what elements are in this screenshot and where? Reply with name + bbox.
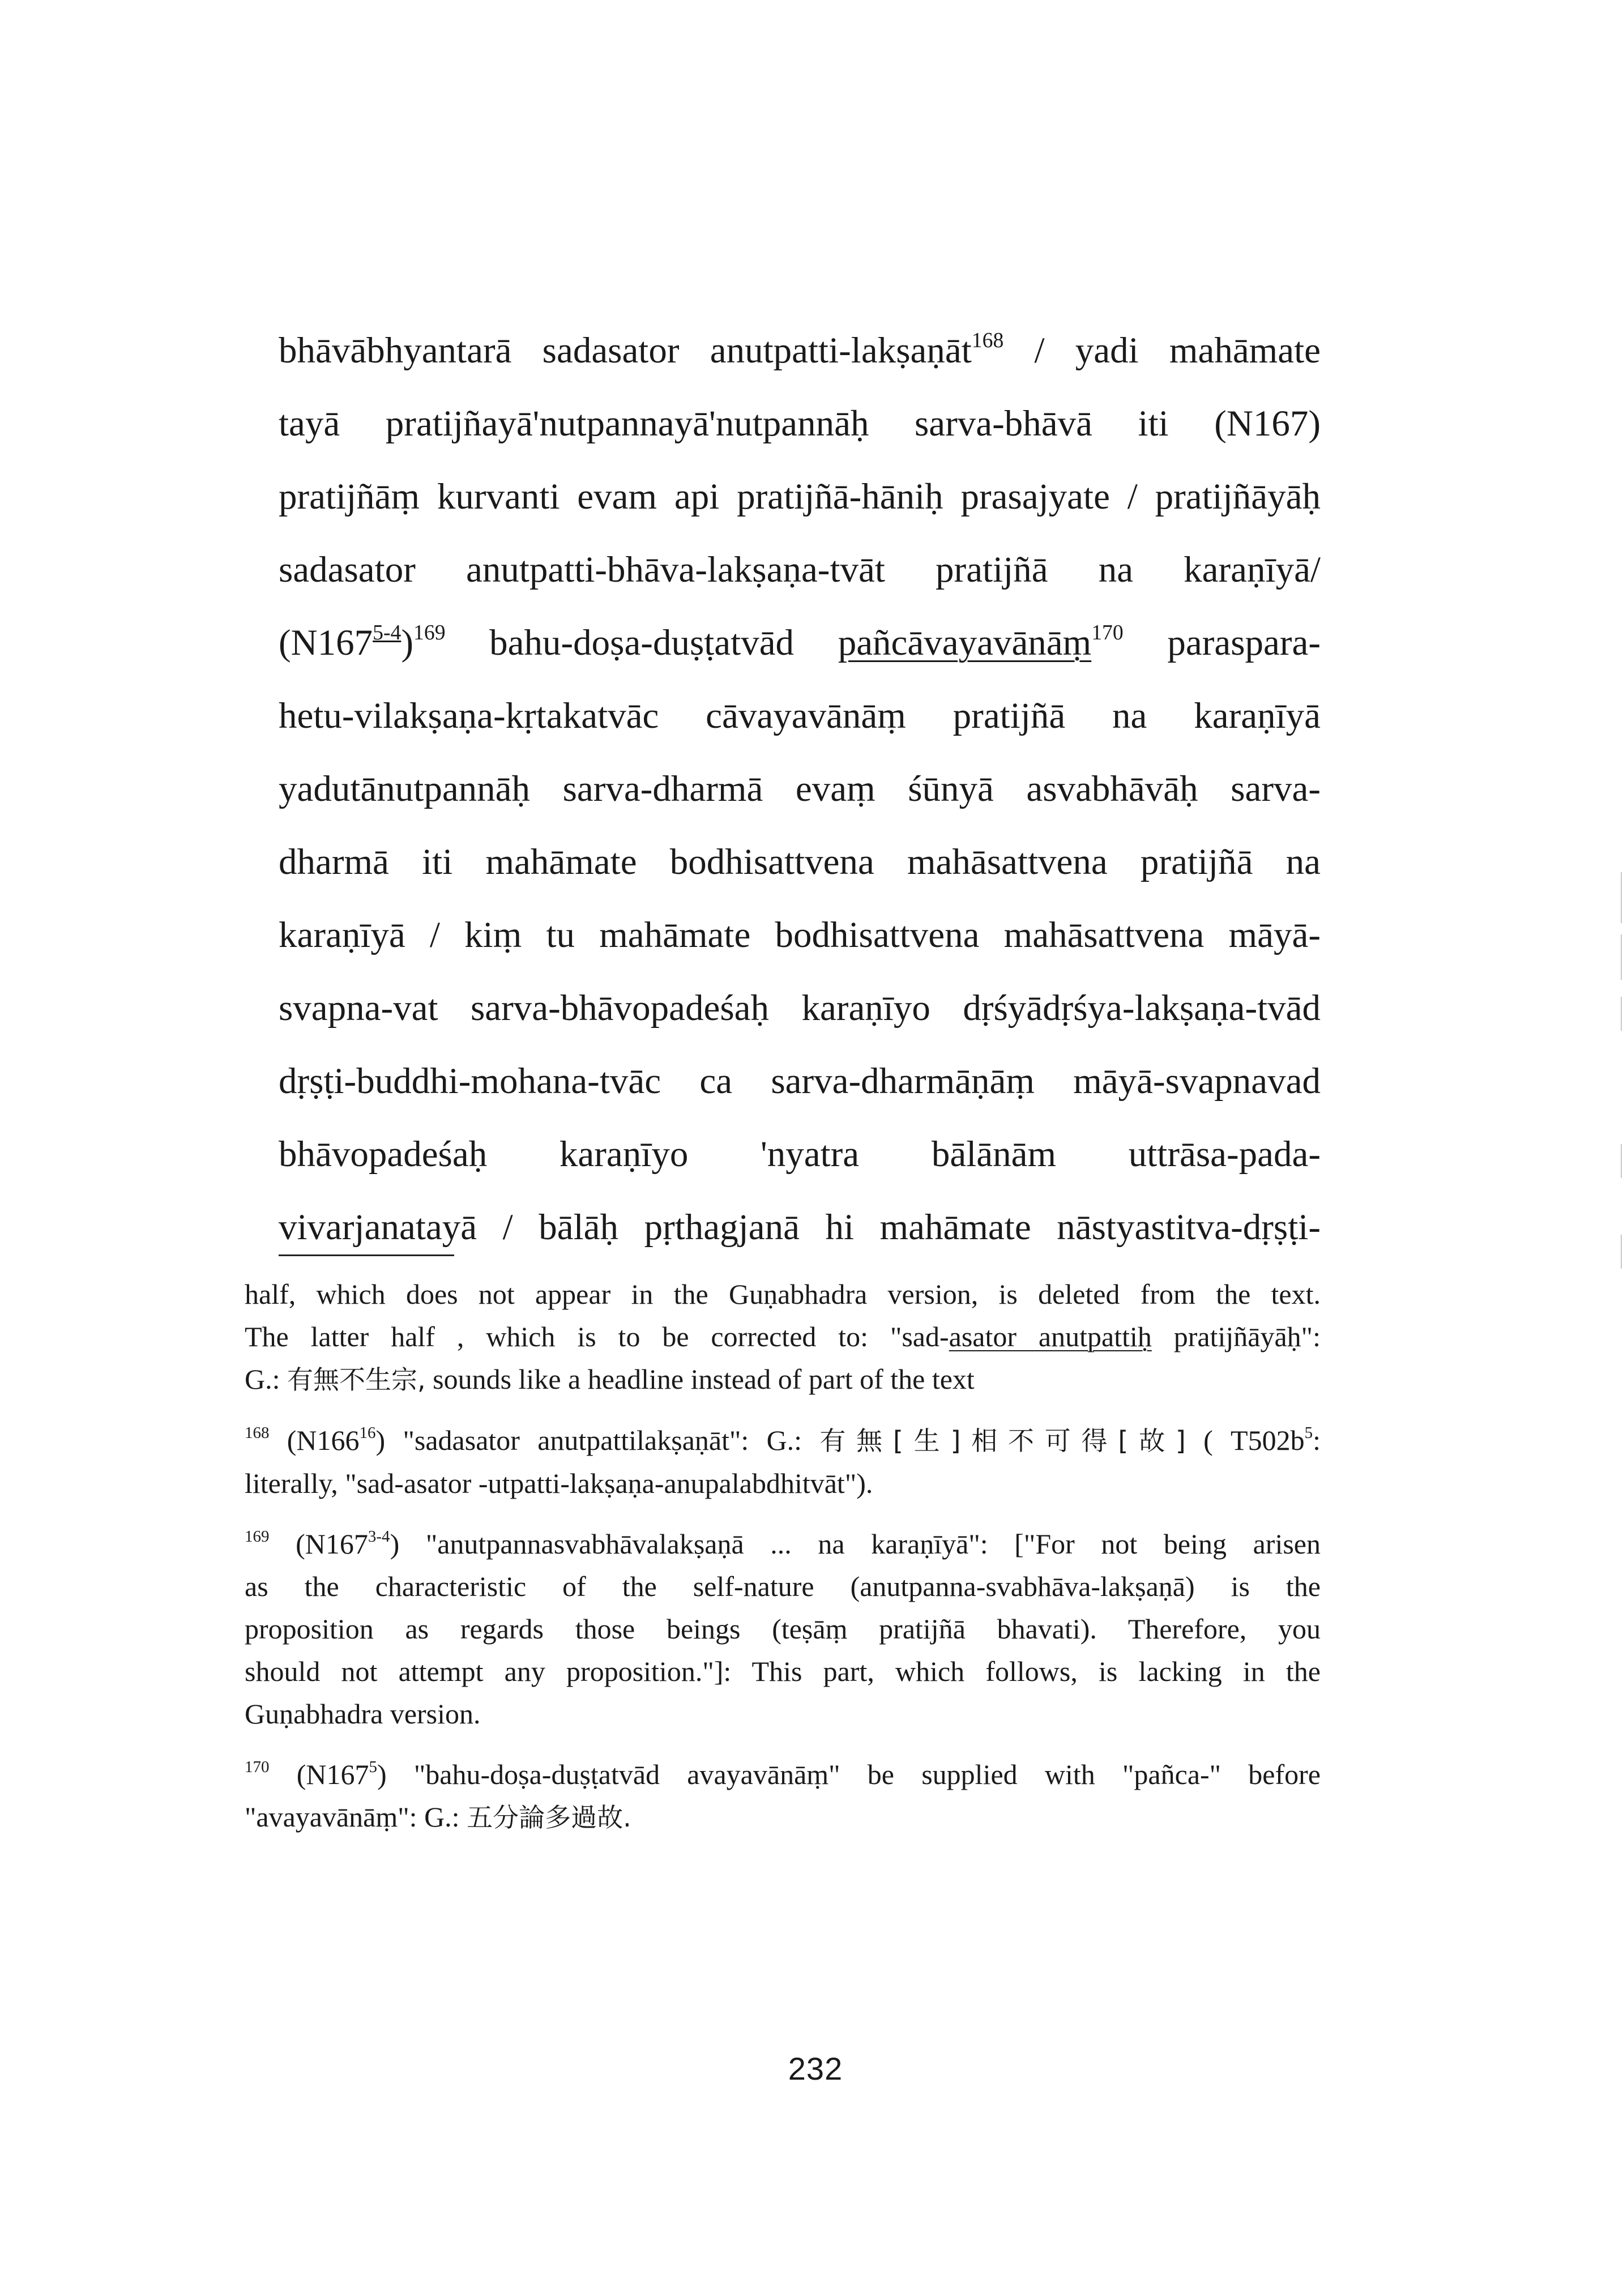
text-span: : [1313, 1424, 1321, 1456]
footnote-line [245, 1358, 1321, 1401]
main-line-5 [279, 607, 1321, 680]
main-line-13: vivarjanatayā / bālāḥ pṛthagjanā hi mahāmate nāstyastitva-dṛṣṭi- [279, 1207, 1321, 1248]
main-line-2: tayā pratijñayā'nutpannayā'nutpannāḥ sarva-bhāvā iti (N167) [279, 403, 1321, 444]
line-ref: 3-4 [368, 1527, 390, 1546]
text-span: sounds like a headline instead of part of the text [425, 1363, 975, 1395]
footnote-number: 170 [245, 1758, 270, 1777]
scan-mark [1621, 1235, 1622, 1269]
main-line-7: yadutānutpannāḥ sarva-dharmā evaṃ śūnyā asvabhāvāḥ sarva- [279, 769, 1321, 809]
text-span: (N167 [269, 1528, 368, 1560]
main-line-9: karaṇīyā / kiṃ tu mahāmate bodhisattvena mahāsattvena māyā- [279, 915, 1321, 955]
text-span: (N167 [279, 622, 373, 663]
main-line-8: dharmā iti mahāmate bodhisattvena mahāsattvena pratijñā na [279, 842, 1321, 882]
line-ref: 5 [369, 1758, 377, 1777]
footnote-line [245, 1419, 1321, 1462]
footnote-continued [245, 1273, 1321, 1401]
text-span: The latter half , which is to be corrected to: "sad- [245, 1321, 949, 1352]
footnote-ref-170[interactable]: 170 [1091, 620, 1124, 645]
cjk-text: 五分論多過故. [467, 1802, 631, 1833]
scan-mark [1621, 1144, 1622, 1178]
scan-mark [1621, 934, 1622, 980]
footnote-168 [245, 1419, 1321, 1505]
main-line-11: dṛṣṭi-buddhi-mohana-tvāc ca sarva-dharmāṇāṃ māyā-svapnavad [279, 1061, 1321, 1102]
text-span: ) "anutpannasvabhāvalakṣaṇā ... na karaṇīyā": ["For not being arisen [390, 1528, 1321, 1560]
footnote-line: Guṇabhadra version. [245, 1698, 481, 1730]
footnote-line [245, 1316, 1321, 1358]
footnote-line: as the characteristic of the self-nature (anutpanna-svabhāva-lakṣaṇā) is the [245, 1571, 1321, 1602]
text-span: G.: [245, 1363, 287, 1395]
footnotes [245, 1273, 1321, 1839]
main-line-10: svapna-vat sarva-bhāvopadeśaḥ karaṇīyo dṛśyādṛśya-lakṣaṇa-tvād [279, 988, 1321, 1028]
footnote-ref-169[interactable]: 169 [413, 620, 446, 645]
scan-mark [1621, 872, 1622, 923]
line-ref: 5 [1304, 1424, 1313, 1443]
main-text [279, 314, 1321, 1264]
page-line-ref: 5-4 [373, 620, 402, 645]
main-line-3: pratijñāṃ kurvanti evam api pratijñā-hāniḥ prasajyate / pratijñāyāḥ [279, 476, 1321, 517]
main-line-6: hetu-vilakṣaṇa-kṛtakatvāc cāvayavānāṃ pratijñā na karaṇīyā [279, 695, 1321, 736]
page-number: 232 [788, 2051, 843, 2086]
main-line-1 [279, 314, 1321, 387]
text-span: "avayavānāṃ": G.: [245, 1801, 467, 1833]
text-span: / yadi mahāmate [1003, 330, 1321, 371]
footnote-170 [245, 1753, 1321, 1839]
text-span: paraspara- [1123, 622, 1321, 663]
text-span: ) [401, 622, 413, 663]
underlined-term: asator anutpattiḥ [949, 1321, 1152, 1352]
text-span: ) "bahu-doṣa-duṣṭatvād avayavānāṃ" be supplied with "pañca-" before [377, 1759, 1321, 1790]
footnote-number: 169 [245, 1527, 270, 1546]
footnote-line [245, 1523, 1321, 1565]
cjk-text: 有無不生宗, [287, 1364, 426, 1395]
main-line-12: bhāvopadeśaḥ karaṇīyo 'nyatra bālānām uttrāsa-pada- [279, 1134, 1321, 1175]
footnote-line: half, which does not appear in the Guṇabhadra version, is deleted from the text. [245, 1278, 1321, 1310]
footnote-divider [279, 1254, 454, 1256]
footnote-line: proposition as regards those beings (teṣāṃ pratijñā bhavati). Therefore, you [245, 1613, 1321, 1645]
line-ref: 16 [359, 1424, 376, 1443]
footnote-ref-168[interactable]: 168 [971, 328, 1004, 352]
text-span: (N166 [269, 1424, 360, 1456]
text-span: ( T502b [1185, 1424, 1305, 1456]
underlined-term: pañcāvayavānāṃ [838, 622, 1092, 663]
text-span: (N167 [269, 1759, 369, 1790]
footnote-line [245, 1753, 1321, 1796]
scan-mark [1621, 997, 1622, 1031]
main-line-4: sadasator anutpatti-bhāva-lakṣaṇa-tvāt pratijñā na karaṇīyā/ [279, 549, 1321, 590]
footnote-line: literally, "sad-asator -utpatti-lakṣaṇa-anupalabdhitvāt"). [245, 1467, 873, 1499]
footnote-169 [245, 1523, 1321, 1735]
footnote-line: should not attempt any proposition."]: This part, which follows, is lacking in the [245, 1655, 1321, 1687]
text-span: bhāvābhyantarā sadasator anutpatti-lakṣaṇāt [279, 330, 972, 371]
text-span: ) "sadasator anutpattilakṣaṇāt": G.: [375, 1424, 820, 1456]
text-span: bahu-doṣa-duṣṭatvād [445, 622, 838, 663]
footnote-line [245, 1796, 1321, 1839]
footnote-number: 168 [245, 1424, 270, 1443]
text-span: pratijñāyāḥ": [1151, 1321, 1321, 1352]
cjk-text: 有無[生]相不可得[故] [819, 1426, 1186, 1456]
